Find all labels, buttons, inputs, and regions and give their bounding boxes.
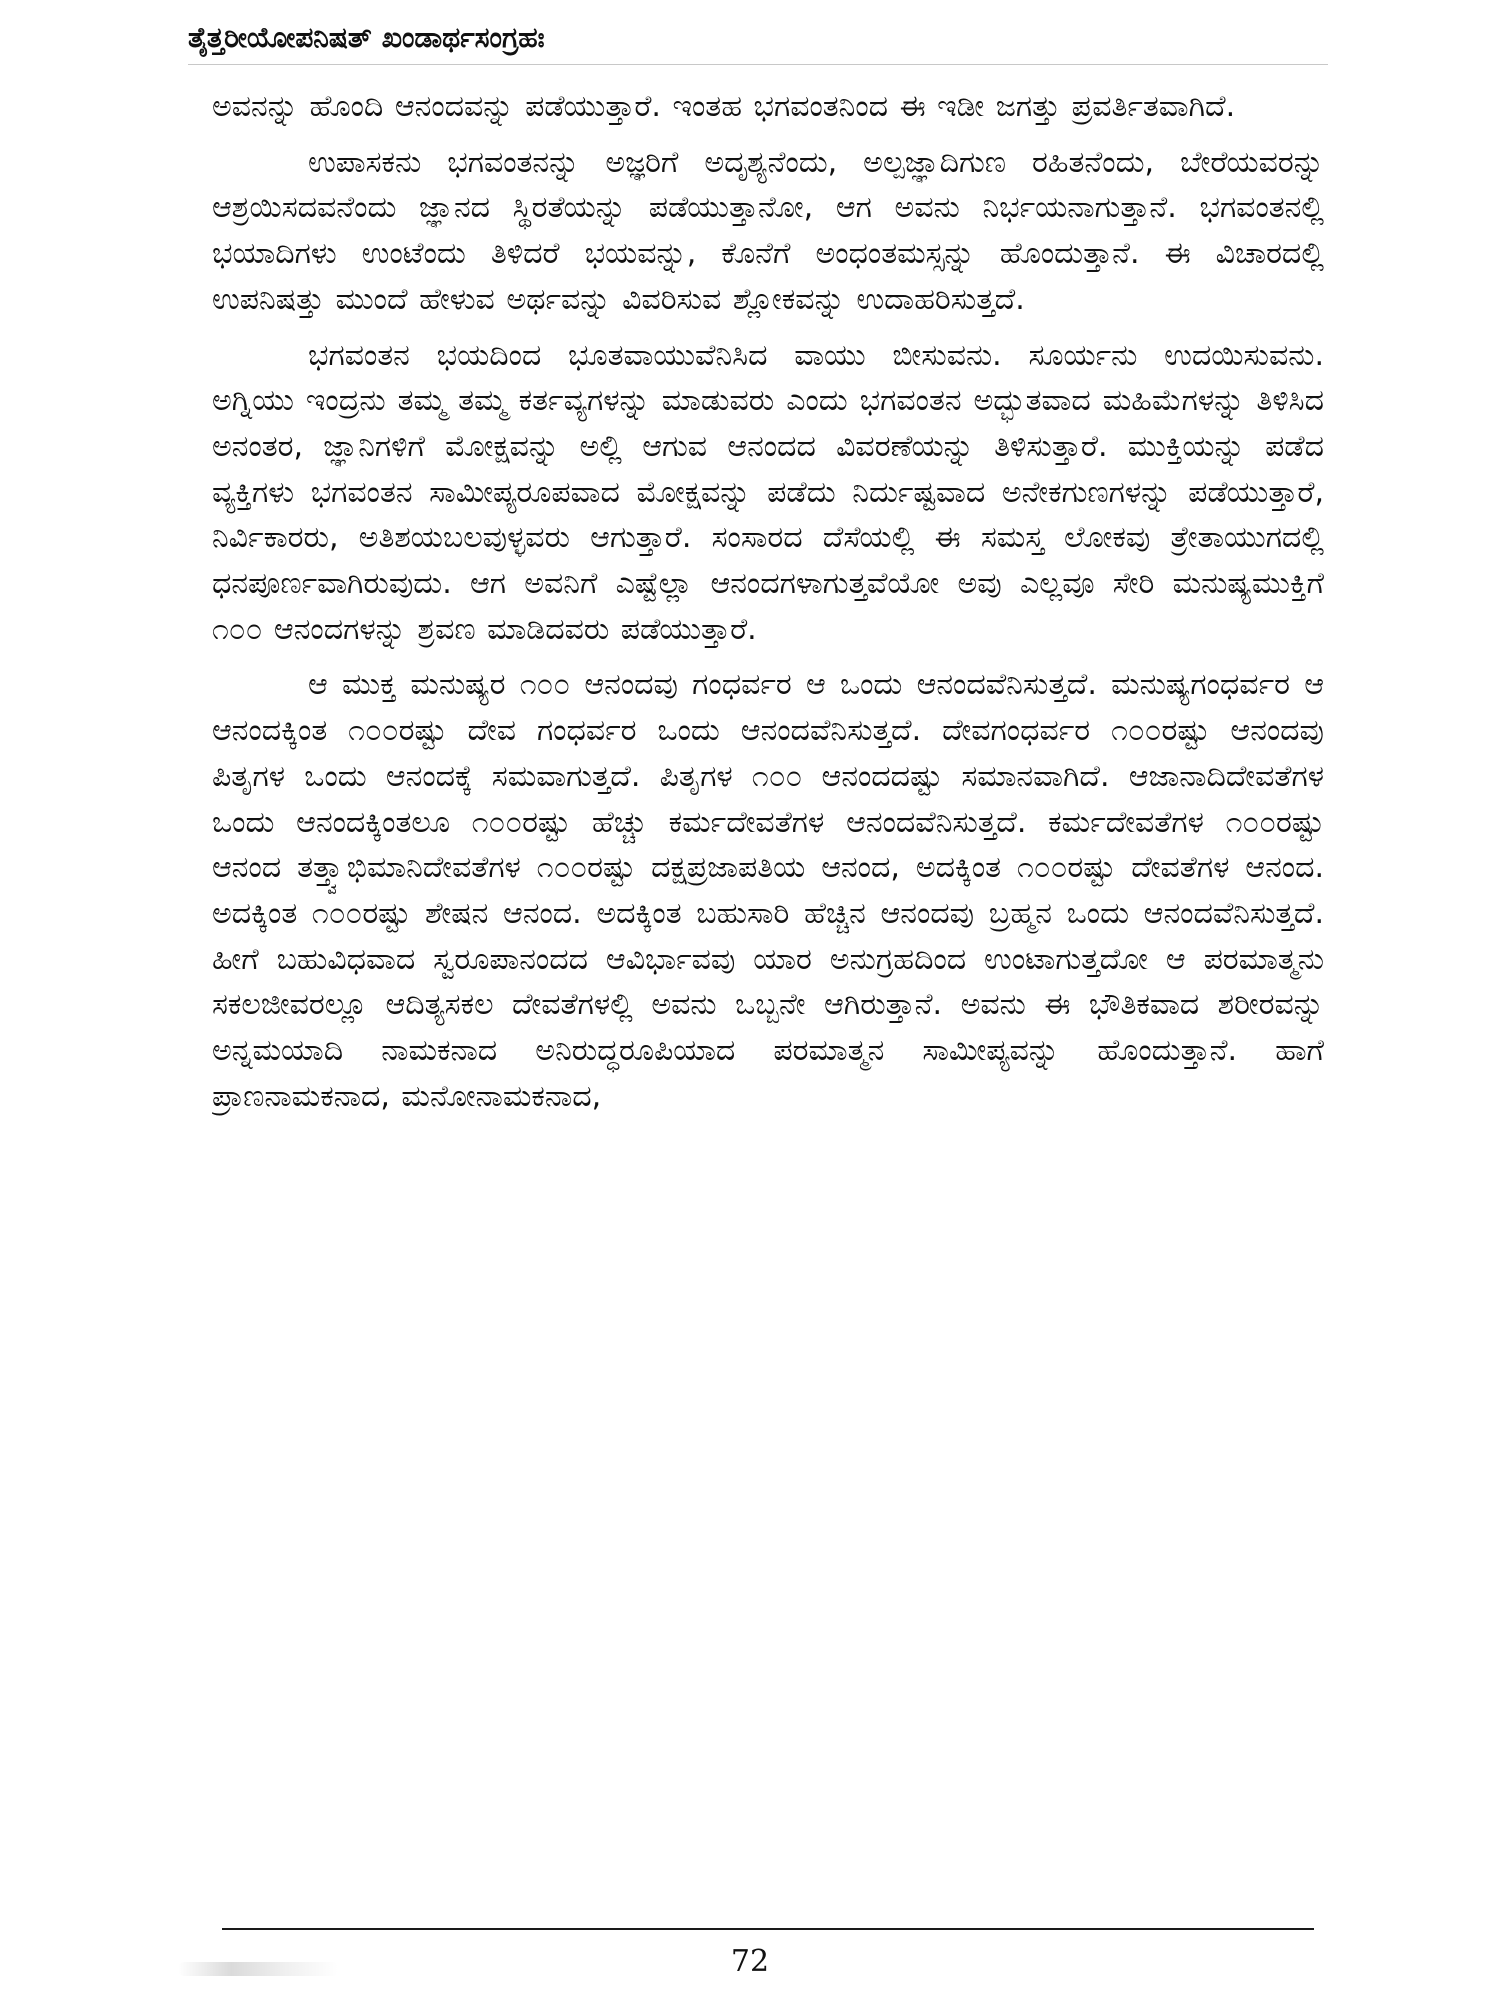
body-text	[212, 84, 1324, 1884]
page-number: 72	[730, 1944, 770, 1979]
paragraph: ಉಪಾಸಕನು ಭಗವಂತನನ್ನು ಅಜ್ಞರಿಗೆ ಅದೃಶ್ಯನೆಂದು, ಅಲ್ಪಜ್ಞಾದಿಗುಣ ರಹಿತನೆಂದು, ಬೇರೆಯವರನ್ನು ಆಶ್ರಯಿಸದವನೆಂದು ಜ್ಞಾನದ ಸ್ಥಿರತೆಯನ್ನು ಪಡೆಯುತ್ತಾನೋ, ಆಗ ಅವನು ನಿರ್ಭಯನಾಗುತ್ತಾನೆ. ಭಗವಂತನಲ್ಲಿ ಭಯಾದಿಗಳು ಉಂಟೆಂದು ತಿಳಿದರೆ ಭಯವನ್ನು, ಕೊನೆಗೆ ಅಂಧಂತಮಸ್ಸನ್ನು ಹೊಂದುತ್ತಾನೆ. ಈ ವಿಚಾರದಲ್ಲಿ ಉಪನಿಷತ್ತು ಮುಂದೆ ಹೇಳುವ ಅರ್ಥವನ್ನು ವಿವರಿಸುವ ಶ್ಲೋಕವನ್ನು ಉದಾಹರಿಸುತ್ತದೆ.	[212, 144, 1324, 317]
header-divider	[188, 64, 1328, 65]
paragraph: ಅವನನ್ನು ಹೊಂದಿ ಆನಂದವನ್ನು ಪಡೆಯುತ್ತಾರೆ. ಇಂತಹ ಭಗವಂತನಿಂದ ಈ ಇಡೀ ಜಗತ್ತು ಪ್ರವರ್ತಿತವಾಗಿದೆ.	[212, 89, 1236, 124]
footer-divider	[222, 1928, 1314, 1930]
scan-smudge	[178, 1962, 338, 1976]
page-header-title: ತೈತ್ತರೀಯೋಪನಿಷತ್ ಖಂಡಾರ್ಥಸಂಗ್ರಹಃ	[188, 21, 545, 54]
paragraph: ಭಗವಂತನ ಭಯದಿಂದ ಭೂತವಾಯುವೆನಿಸಿದ ವಾಯು ಬೀಸುವನು. ಸೂರ್ಯನು ಉದಯಿಸುವನು. ಅಗ್ನಿಯು ಇಂದ್ರನು ತಮ್ಮ ತಮ್ಮ ಕರ್ತವ್ಯಗಳನ್ನು ಮಾಡುವರು ಎಂದು ಭಗವಂತನ ಅದ್ಭುತವಾದ ಮಹಿಮೆಗಳನ್ನು ತಿಳಿಸಿದ ಅನಂತರ, ಜ್ಞಾನಿಗಳಿಗೆ ಮೋಕ್ಷವನ್ನು ಅಲ್ಲಿ ಆಗುವ ಆನಂದದ ವಿವರಣೆಯನ್ನು ತಿಳಿಸುತ್ತಾರೆ. ಮುಕ್ತಿಯನ್ನು ಪಡೆದ ವ್ಯಕ್ತಿಗಳು ಭಗವಂತನ ಸಾಮೀಪ್ಯರೂಪವಾದ ಮೋಕ್ಷವನ್ನು ಪಡೆದು ನಿರ್ದುಷ್ಟವಾದ ಅನೇಕಗುಣಗಳನ್ನು ಪಡೆಯುತ್ತಾರೆ, ನಿರ್ವಿಕಾರರು, ಅತಿಶಯಬಲವುಳ್ಳವರು ಆಗುತ್ತಾರೆ. ಸಂಸಾರದ ದೆಸೆಯಲ್ಲಿ ಈ ಸಮಸ್ತ ಲೋಕವು ತ್ರೇತಾಯುಗದಲ್ಲಿ ಧನಪೂರ್ಣವಾಗಿರುವುದು. ಆಗ ಅವನಿಗೆ ಎಷ್ಟೆಲ್ಲಾ ಆನಂದಗಳಾಗುತ್ತವೆಯೋ ಅವು ಎಲ್ಲವೂ ಸೇರಿ ಮನುಷ್ಯಮುಕ್ತಿಗೆ ೧೦೦ ಆನಂದಗಳನ್ನು ಶ್ರವಣ ಮಾಡಿದವರು ಪಡೆಯುತ್ತಾರೆ.	[212, 337, 1324, 647]
paragraph: ಆ ಮುಕ್ತ ಮನುಷ್ಯರ ೧೦೦ ಆನಂದವು ಗಂಧರ್ವರ ಆ ಒಂದು ಆನಂದವೆನಿಸುತ್ತದೆ. ಮನುಷ್ಯಗಂಧರ್ವರ ಆ ಆನಂದಕ್ಕಿಂತ ೧೦೦ರಷ್ಟು ದೇವ ಗಂಧರ್ವರ ಒಂದು ಆನಂದವೆನಿಸುತ್ತದೆ. ದೇವಗಂಧರ್ವರ ೧೦೦ರಷ್ಟು ಆನಂದವು ಪಿತೃಗಳ ಒಂದು ಆನಂದಕ್ಕೆ ಸಮವಾಗುತ್ತದೆ. ಪಿತೃಗಳ ೧೦೦ ಆನಂದದಷ್ಟು ಸಮಾನವಾಗಿದೆ. ಆಜಾನಾದಿದೇವತೆಗಳ ಒಂದು ಆನಂದಕ್ಕಿಂತಲೂ ೧೦೦ರಷ್ಟು ಹೆಚ್ಚು ಕರ್ಮದೇವತೆಗಳ ಆನಂದವೆನಿಸುತ್ತದೆ. ಕರ್ಮದೇವತೆಗಳ ೧೦೦ರಷ್ಟು ಆನಂದ ತತ್ತ್ವಾಭಿಮಾನಿದೇವತೆಗಳ ೧೦೦ರಷ್ಟು ದಕ್ಷಪ್ರಜಾಪತಿಯ ಆನಂದ, ಅದಕ್ಕಿಂತ ೧೦೦ರಷ್ಟು ದೇವತೆಗಳ ಆನಂದ. ಅದಕ್ಕಿಂತ ೧೦೦ರಷ್ಟು ಶೇಷನ ಆನಂದ. ಅದಕ್ಕಿಂತ ಬಹುಸಾರಿ ಹೆಚ್ಚಿನ ಆನಂದವು ಬ್ರಹ್ಮನ ಒಂದು ಆನಂದವೆನಿಸುತ್ತದೆ. ಹೀಗೆ ಬಹುವಿಧವಾದ ಸ್ವರೂಪಾನಂದದ ಆವಿರ್ಭಾವವು ಯಾರ ಅನುಗ್ರಹದಿಂದ ಉಂಟಾಗುತ್ತದೋ ಆ ಪರಮಾತ್ಮನು ಸಕಲಜೀವರಲ್ಲೂ ಆದಿತ್ಯಸಕಲ ದೇವತೆಗಳಲ್ಲಿ ಅವನು ಒಬ್ಬನೇ ಆಗಿರುತ್ತಾನೆ. ಅವನು ಈ ಭೌತಿಕವಾದ ಶರೀರವನ್ನು ಅನ್ನಮಯಾದಿ ನಾಮಕನಾದ ಅನಿರುದ್ಧರೂಪಿಯಾದ ಪರಮಾತ್ಮನ ಸಾಮೀಪ್ಯವನ್ನು ಹೊಂದುತ್ತಾನೆ. ಹಾಗೆ ಪ್ರಾಣನಾಮಕನಾದ, ಮನೋನಾಮಕನಾದ,	[212, 667, 1324, 1114]
